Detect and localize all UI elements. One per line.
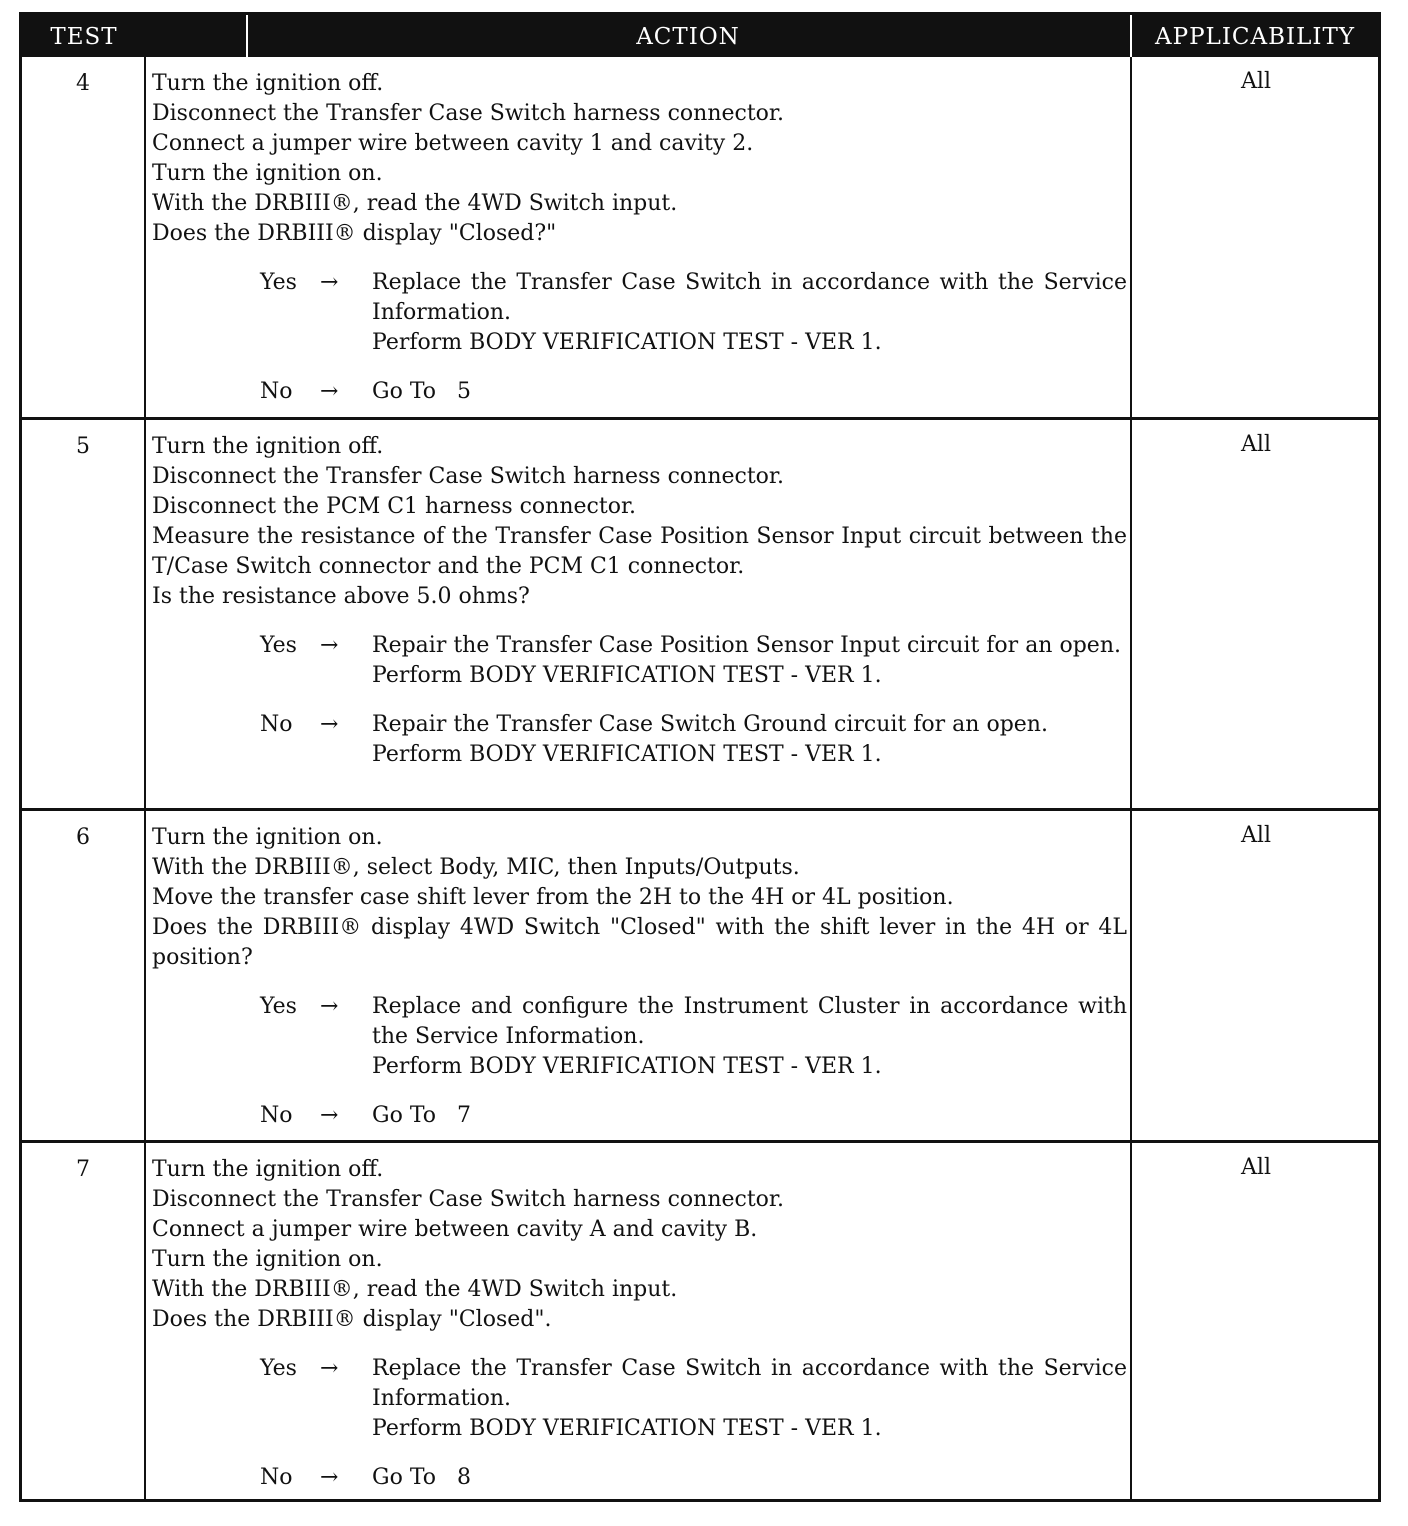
no-label: No — [260, 1465, 293, 1490]
test-number: 5 — [76, 434, 90, 459]
yes-outcome — [152, 631, 1127, 691]
test-number: 7 — [76, 1157, 90, 1182]
table-row — [22, 57, 1378, 419]
applicability-value: All — [1241, 69, 1271, 94]
test-number: 6 — [76, 825, 90, 850]
outcome-line: Replace the Transfer Case Switch in accordance with the Service Information. — [372, 270, 1127, 325]
table-row — [22, 1140, 1378, 1499]
no-outcome — [152, 377, 1127, 407]
yes-label: Yes — [260, 270, 297, 295]
step-line: Disconnect the Transfer Case Switch harness connector. — [152, 464, 785, 489]
action-cell — [152, 1155, 1127, 1493]
yes-label: Yes — [260, 633, 297, 658]
arrow-icon: → — [320, 712, 339, 737]
arrow-icon: → — [320, 1356, 339, 1381]
step-line: With the DRBIII®, select Body, MIC, then Inputs/Outputs. — [152, 855, 800, 880]
step-line: Turn the ignition off. — [152, 71, 384, 96]
no-label: No — [260, 379, 293, 404]
outcome-line: Go To 7 — [372, 1103, 471, 1128]
step-line: Does the DRBIII® display "Closed?" — [152, 221, 557, 246]
outcome-line: Perform BODY VERIFICATION TEST - VER 1. — [372, 663, 882, 688]
outcome-line: Perform BODY VERIFICATION TEST - VER 1. — [372, 1416, 882, 1441]
step-line: Does the DRBIII® display 4WD Switch "Closed" with the shift lever in the 4H or 4L position? — [152, 915, 1127, 970]
arrow-icon: → — [320, 1465, 339, 1490]
step-line: With the DRBIII®, read the 4WD Switch input. — [152, 1277, 678, 1302]
arrow-icon: → — [320, 1103, 339, 1128]
applicability-value: All — [1241, 1155, 1271, 1180]
header-test: TEST — [50, 24, 118, 50]
outcome-line: Replace and configure the Instrument Cluster in accordance with the Service Information. — [372, 994, 1127, 1049]
yes-label: Yes — [260, 994, 297, 1019]
yes-outcome — [152, 268, 1127, 358]
applicability-value: All — [1241, 823, 1271, 848]
step-line: Measure the resistance of the Transfer Case Position Sensor Input circuit between the T/Case Switch connector and the PCM C1 connector. — [152, 524, 1127, 579]
outcome-line: Repair the Transfer Case Switch Ground circuit for an open. — [372, 712, 1048, 737]
yes-outcome — [152, 1354, 1127, 1444]
step-line: Turn the ignition off. — [152, 434, 384, 459]
step-line: Turn the ignition off. — [152, 1157, 384, 1182]
step-line: Move the transfer case shift lever from the 2H to the 4H or 4L position. — [152, 885, 954, 910]
header-applicability: APPLICABILITY — [1155, 24, 1355, 50]
outcome-line: Go To 5 — [372, 379, 471, 404]
outcome-line: Go To 8 — [372, 1465, 471, 1490]
step-line: Does the DRBIII® display "Closed". — [152, 1307, 552, 1332]
action-cell — [152, 69, 1127, 407]
no-label: No — [260, 712, 293, 737]
no-label: No — [260, 1103, 293, 1128]
arrow-icon: → — [320, 270, 339, 295]
step-line: Disconnect the Transfer Case Switch harness connector. — [152, 101, 785, 126]
step-line: Turn the ignition on. — [152, 1247, 383, 1272]
yes-outcome — [152, 992, 1127, 1082]
test-number: 4 — [76, 71, 90, 96]
step-line: Disconnect the Transfer Case Switch harness connector. — [152, 1187, 785, 1212]
arrow-icon: → — [320, 379, 339, 404]
action-cell — [152, 823, 1127, 1131]
outcome-line: Perform BODY VERIFICATION TEST - VER 1. — [372, 1054, 882, 1079]
no-outcome — [152, 1101, 1127, 1131]
header-action: ACTION — [636, 24, 740, 50]
action-cell — [152, 432, 1127, 770]
table-row — [22, 808, 1378, 1142]
outcome-line: Replace the Transfer Case Switch in accordance with the Service Information. — [372, 1356, 1127, 1411]
step-line: Is the resistance above 5.0 ohms? — [152, 584, 530, 609]
outcome-line: Repair the Transfer Case Position Sensor Input circuit for an open. — [372, 633, 1121, 658]
table-row — [22, 417, 1378, 810]
diagnostic-table — [19, 12, 1381, 1502]
outcome-line: Perform BODY VERIFICATION TEST - VER 1. — [372, 742, 882, 767]
step-line: With the DRBIII®, read the 4WD Switch input. — [152, 191, 678, 216]
no-outcome — [152, 710, 1127, 770]
no-outcome — [152, 1463, 1127, 1493]
arrow-icon: → — [320, 994, 339, 1019]
outcome-line: Perform BODY VERIFICATION TEST - VER 1. — [372, 330, 882, 355]
arrow-icon: → — [320, 633, 339, 658]
step-line: Disconnect the PCM C1 harness connector. — [152, 494, 637, 519]
step-line: Connect a jumper wire between cavity A and cavity B. — [152, 1217, 758, 1242]
step-line: Turn the ignition on. — [152, 161, 383, 186]
table-header — [22, 15, 1378, 57]
step-line: Turn the ignition on. — [152, 825, 383, 850]
step-line: Connect a jumper wire between cavity 1 and cavity 2. — [152, 131, 754, 156]
yes-label: Yes — [260, 1356, 297, 1381]
applicability-value: All — [1241, 432, 1271, 457]
